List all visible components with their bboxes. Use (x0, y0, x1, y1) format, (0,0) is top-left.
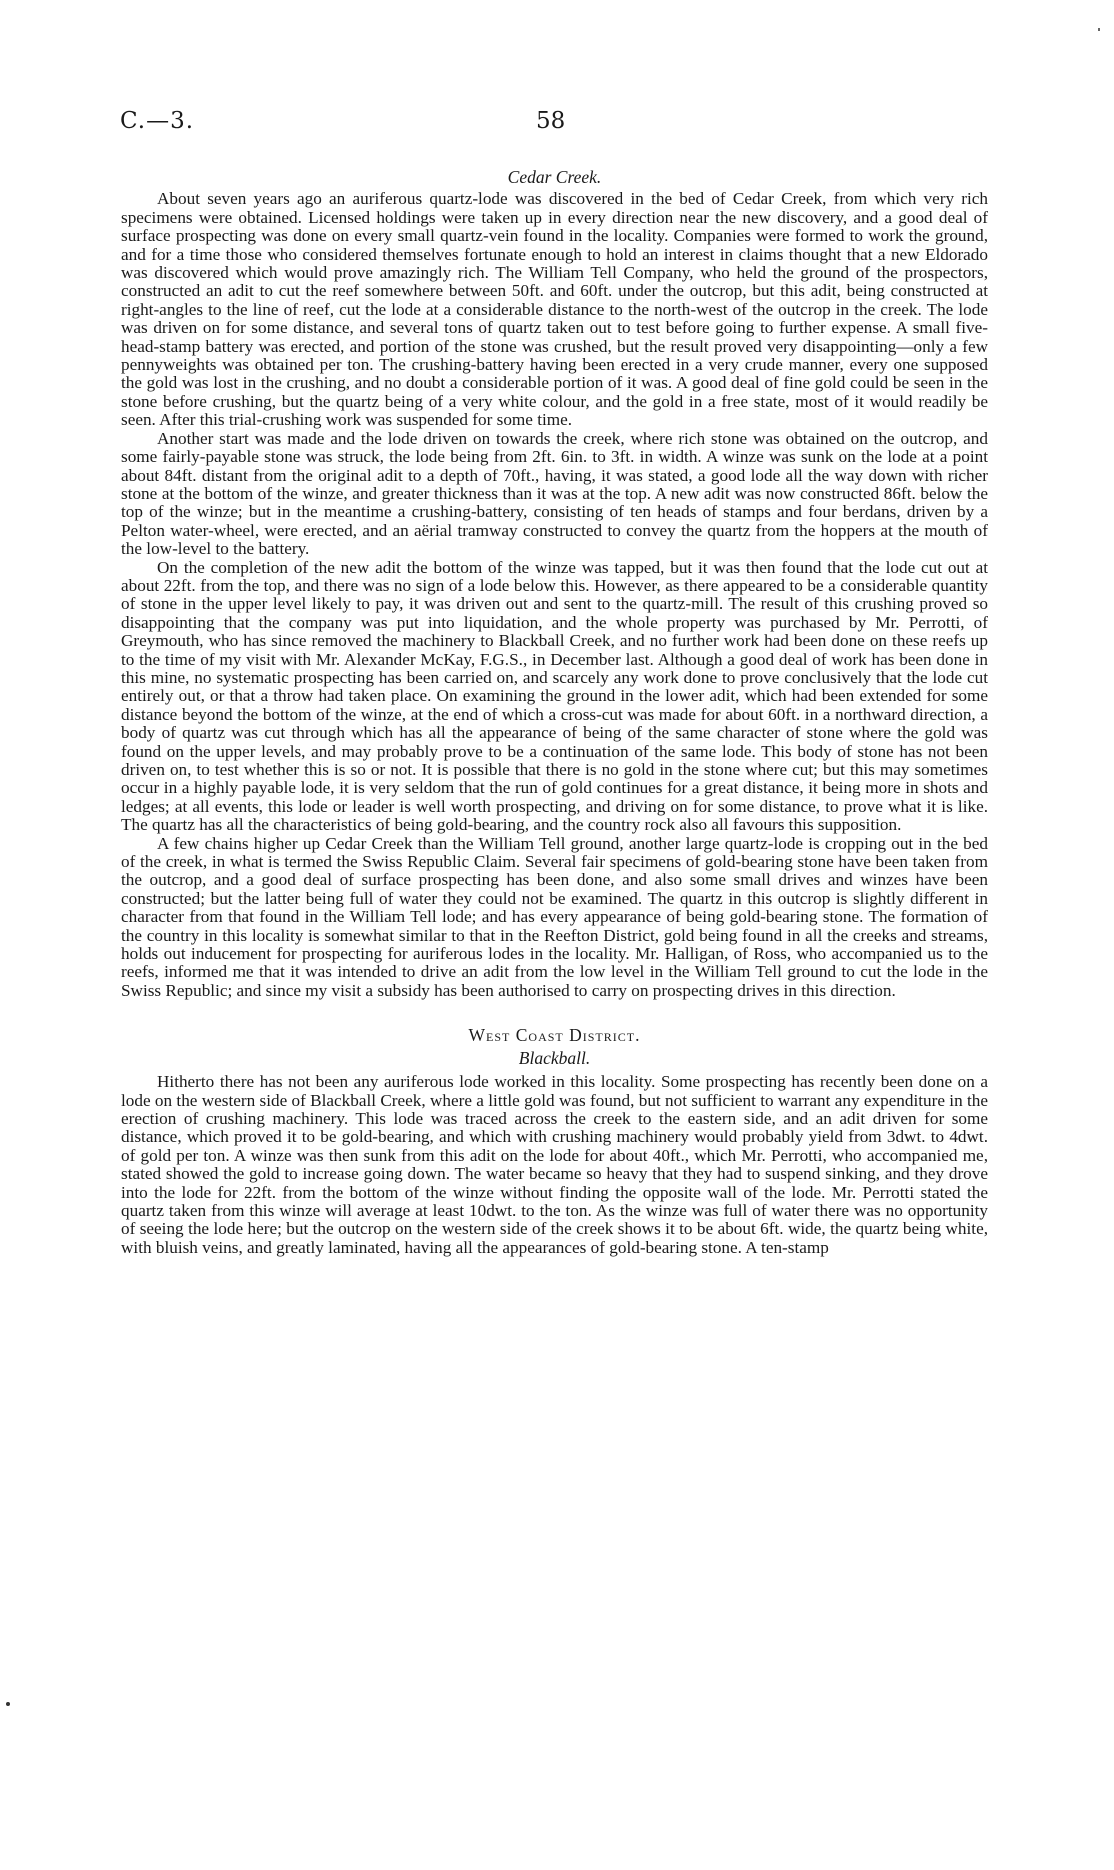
paragraph: A few chains higher up Cedar Creek than the William Tell ground, another large quartz-lode is cropping out in the bed of the creek, in what is termed the Swiss Republic Claim. Several fair specimens of gold-bearing stone have been taken from the outcrop, and a good deal of surface prospecting has been done, and also some small drives and winzes have been constructed; but the latter being full of water they could not be examined. The quartz in this outcrop is slightly different in character from that found in the William Tell lode; and has every appearance of being gold-bearing stone. The formation of the country in this locality is somewhat similar to that in the Reefton District, gold being found in all the creeks and streams, holds out inducement for prospecting for auriferous lodes in the locality. Mr. Halligan, of Ross, who accompanied us to the reefs, informed me that it was intended to drive an adit from the low level in the William Tell ground to cut the lode in the Swiss Republic; and since my visit a subsidy has been authorised to carry on prospecting drives in this direction. (121, 833, 988, 1000)
section-title-blackball: Blackball. (518, 1047, 591, 1068)
section-title-cedar-creek: Cedar Creek. (507, 167, 602, 187)
scan-speck (6, 1702, 10, 1706)
paragraph: Another start was made and the lode driven on towards the creek, where rich stone was obtained on the outcrop, and some fairly-payable stone was struck, the lode being from 2ft. 6in. to 3ft. in width. A winze was sunk on the lode at a point about 84ft. distant from the original adit to a depth of 70ft., having, it was stated, a good lode all the way down with richer stone at the bottom of the winze, and greater thickness than it was at the top. A new adit was now constructed 86ft. below the top of the winze; but in the meantime a crushing-battery, consisting of ten heads of stamps and four berdans, driven by a Pelton water-wheel, were erected, and an aërial tramway constructed to convey the quartz from the hoppers at the mouth of the low-level to the battery. (121, 428, 988, 559)
district-title: West Coast District. (468, 1025, 641, 1046)
page-header (0, 108, 1114, 142)
scan-mark (1098, 28, 1100, 31)
paragraph: Hitherto there has not been any auriferous lode worked in this locality. Some prospecting has recently been done on a lode on the western side of Blackball Creek, where a little gold was found, but not sufficient to warrant any expenditure in the erection of crushing machinery. This lode was traced across the creek to the eastern side, and an adit driven for some distance, which proved it to be gold-bearing, and which with crushing machinery would probably yield from 3dwt. to 4dwt. of gold per ton. A winze was then sunk from this adit on the lode for about 40ft., which Mr. Perrotti, who accompanied me, stated showed the gold to increase going down. The water became so heavy that they had to suspend sinking, and they drove into the lode for 22ft. from the bottom of the winze without finding the opposite wall of the lode. Mr. Perrotti stated the quartz taken from this winze will average at least 10dwt. to the ton. As the winze was full of water there was no opportunity of seeing the lode here; but the outcrop on the western side of the creek shows it to be about 6ft. wide, the quartz being white, with bluish veins, and greatly laminated, having all the appearances of gold-bearing stone. A ten-stamp (121, 1072, 988, 1257)
paragraph: About seven years ago an auriferous quartz-lode was discovered in the bed of Cedar Creek, from which very rich specimens were obtained. Licensed holdings were taken up in every direction near the new discovery, and a good deal of surface prospecting was done on every small quartz-vein found in the locality. Companies were formed to work the ground, and for a time those who considered themselves fortunate enough to hold an interest in claims thought that a new Eldorado was discovered which would prove amazingly rich. The William Tell Company, who held the ground of the prospectors, constructed an adit to cut the reef somewhere between 50ft. and 60ft. under the outcrop, but this adit, being constructed at right-angles to the line of reef, cut the lode at a considerable distance to the north-west of the outcrop in the creek. The lode was driven on for some distance, and several tons of quartz taken out to test before going to further expense. A small five-head-stamp battery was erected, and portion of the stone was crushed, but the result proved very disappointing—only a few pennyweights was obtained per ton. The crushing-battery having been erected in a very crude manner, every one supposed the gold was lost in the crushing, and no doubt a considerable portion of it was. A good deal of fine gold could be seen in the stone before crushing, but the quartz being of a very white colour, and the gold in a free state, most of it would readily be seen. After this trial-crushing work was suspended for some time. (121, 189, 988, 430)
document-reference: C.—3. (120, 108, 195, 134)
body-text (121, 168, 988, 1257)
paragraph: On the completion of the new adit the bottom of the winze was tapped, but it was then found that the lode cut out at about 22ft. from the top, and there was no sign of a lode below this. However, as there appeared to be a considerable quantity of stone in the upper level likely to pay, it was driven out and sent to the quartz-mill. The result of this crushing proved so disappointing that the company was put into liquidation, and the whole property was purchased by Mr. Perrotti, of Greymouth, who has since removed the machinery to Blackball Creek, and no further work had been done on these reefs up to the time of my visit with Mr. Alexander McKay, F.G.S., in December last. Although a good deal of work has been done in this mine, no systematic prospecting has been carried on, and scarcely any work done to prove conclusively that the lode cut entirely out, or that a throw had taken place. On examining the ground in the lower adit, which had been extended for some distance beyond the bottom of the winze, at the end of which a cross-cut was made for about 60ft. in a northward direction, a body of quartz was cut through which has all the appearance of being of the same character of stone where the gold was found on the upper levels, and may probably prove to be a continuation of the same lode. This body of stone has not been driven on, to test whether this is so or not. It is possible that there is no gold in the stone where cut; but this may sometimes occur in a highly payable lode, it is very seldom that the run of gold continues for a great distance, it being more in shots and ledges; at all events, this lode or leader is well worth prospecting, and driving on for some distance, to prove what it is like. The quartz has all the characteristics of being gold-bearing, and the country rock also all favours this supposition. (121, 557, 988, 835)
page-number: 58 (536, 108, 566, 134)
